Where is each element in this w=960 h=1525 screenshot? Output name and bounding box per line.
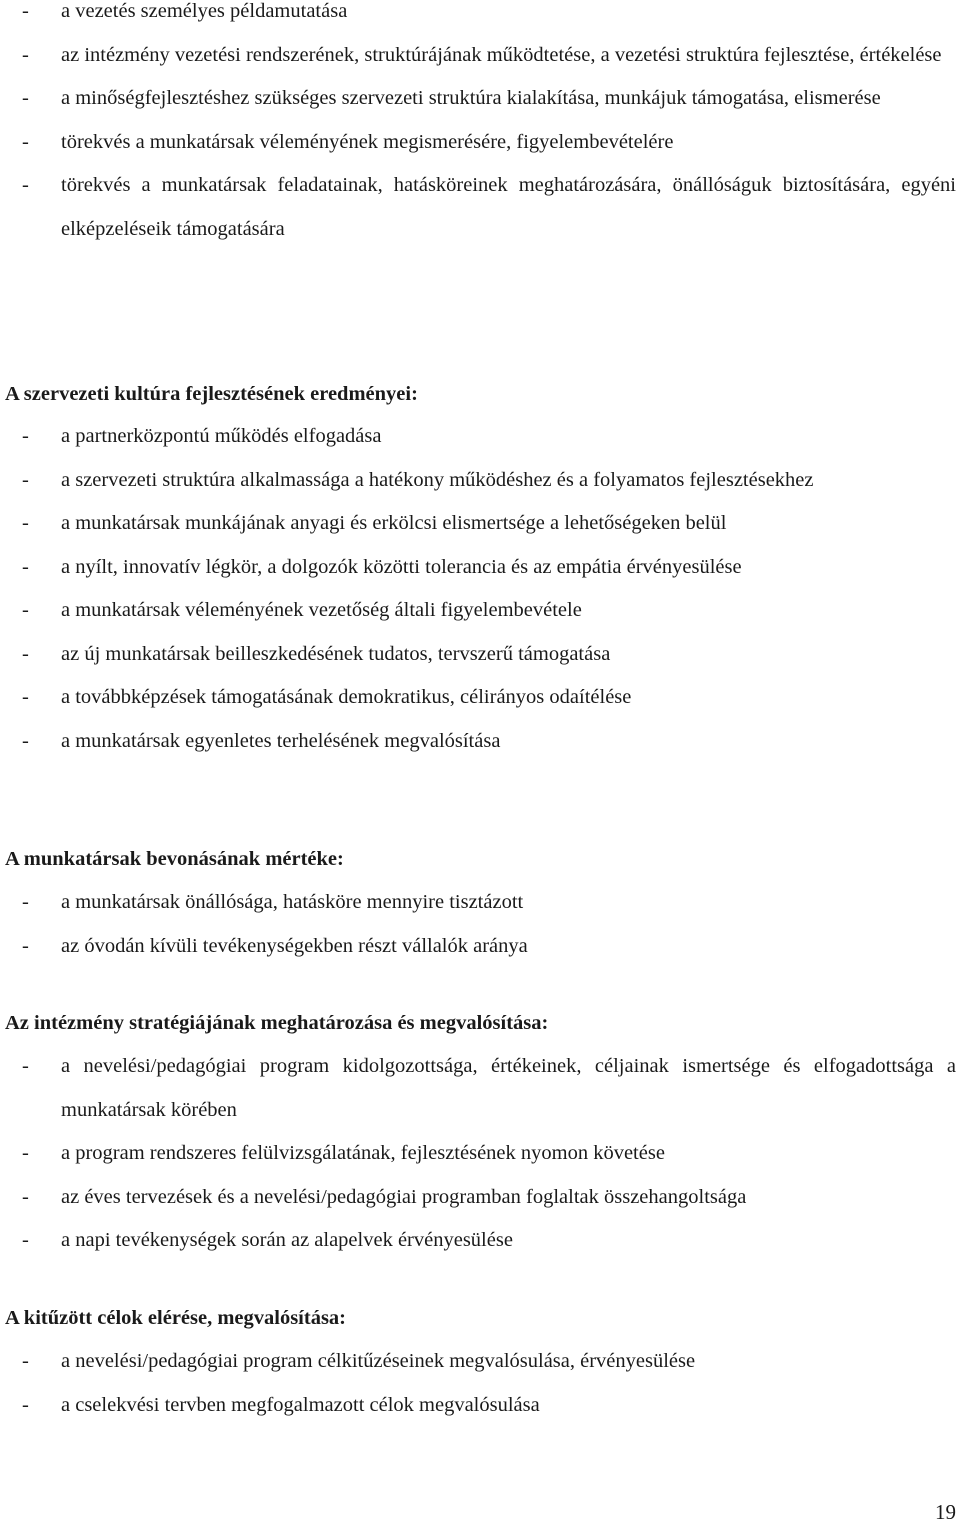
bullet-dash: -	[22, 174, 29, 196]
list-item-text: a munkatársak egyenletes terhelésének megvalósítása	[61, 729, 501, 752]
list-item	[0, 34, 960, 78]
bullet-dash: -	[22, 729, 29, 752]
bullet-dash: -	[22, 599, 29, 621]
list-item-text: a partnerközpontú működés elfogadása	[61, 425, 382, 447]
section-heading: A munkatársak bevonásának mértéke:	[5, 848, 344, 870]
bullet-dash: -	[22, 512, 29, 534]
bullet-dash: -	[22, 686, 29, 708]
bullet-dash: -	[22, 891, 29, 913]
list-item-text: a nevelési/pedagógiai program célkitűzéseinek megvalósulása, érvényesülése	[61, 1350, 696, 1372]
list-item-text: az éves tervezések és a nevelési/pedagógiai programban foglaltak összehangoltsága	[61, 1185, 747, 1208]
section-heading: A kitűzött célok elérése, megvalósítása:	[5, 1307, 347, 1329]
list-item	[0, 589, 960, 633]
list-item	[0, 633, 960, 677]
list-item-text: a napi tevékenységek során az alapelvek érvényesülése	[61, 1229, 513, 1251]
bullet-dash: -	[22, 130, 29, 153]
list-item-text: a továbbképzések támogatásának demokratikus, célirányos odaítélése	[61, 686, 632, 708]
bullet-dash: -	[22, 0, 29, 22]
list-item-text: a munkatársak önállósága, hatásköre mennyire tisztázott	[61, 891, 524, 913]
list-item-text: az új munkatársak beilleszkedésének tudatos, tervszerű támogatása	[61, 642, 611, 665]
list-item	[0, 121, 960, 165]
section-heading: Az intézmény stratégiájának meghatározása és megvalósítása:	[5, 1012, 549, 1034]
list-item-text: a nevelési/pedagógiai program kidolgozottsága, értékeinek, céljainak ismertsége és elfogadottsága a munkatársak körében	[61, 1055, 956, 1121]
list-item-text: a munkatársak véleményének vezetőség általi figyelembevétele	[61, 599, 582, 621]
list-item	[0, 1176, 960, 1220]
list-item-text: törekvés a munkatársak véleményének megismerésére, figyelembevételére	[61, 130, 674, 153]
list-item-text: a munkatársak munkájának anyagi és erkölcsi elismertsége a lehetőségeken belül	[61, 512, 727, 534]
list-item	[0, 459, 960, 503]
bullet-dash: -	[22, 1229, 29, 1251]
list-item-text: törekvés a munkatársak feladatainak, hatásköreinek meghatározására, önállóságuk biztosítására, egyéni elképzeléseik támogatására	[61, 174, 956, 240]
bullet-dash: -	[22, 1393, 29, 1416]
list-item	[0, 77, 960, 121]
list-item	[0, 1219, 960, 1263]
list-item-text: a vezetés személyes példamutatása	[61, 0, 348, 22]
list-item	[0, 881, 960, 925]
list-item	[0, 676, 960, 720]
list-item	[0, 164, 960, 251]
bullet-dash: -	[22, 1185, 29, 1208]
list-item	[0, 1045, 960, 1132]
list-item	[0, 925, 960, 969]
bullet-dash: -	[22, 43, 29, 66]
list-item	[0, 1132, 960, 1176]
section-heading: A szervezeti kultúra fejlesztésének eredményei:	[5, 383, 418, 405]
bullet-dash: -	[22, 1055, 29, 1077]
list-item	[0, 415, 960, 459]
list-item-text: a cselekvési tervben megfogalmazott célok megvalósulása	[61, 1393, 540, 1416]
list-item-text: a szervezeti struktúra alkalmassága a hatékony működéshez és a folyamatos fejlesztésekhez	[61, 468, 814, 491]
bullet-dash: -	[22, 555, 29, 578]
list-item-text: az intézmény vezetési rendszerének, struktúrájának működtetése, a vezetési struktúra fejlesztése, értékelése	[61, 43, 942, 66]
list-item	[0, 1384, 960, 1428]
bullet-dash: -	[22, 87, 29, 109]
list-item-text: a program rendszeres felülvizsgálatának, fejlesztésének nyomon követése	[61, 1142, 665, 1164]
bullet-dash: -	[22, 934, 29, 957]
bullet-list-strategy	[0, 1045, 960, 1263]
list-item	[0, 502, 960, 546]
bullet-dash: -	[22, 1142, 29, 1164]
list-item	[0, 1340, 960, 1384]
list-item	[0, 720, 960, 764]
bullet-list-culture	[0, 415, 960, 763]
list-item-text: a minőségfejlesztéshez szükséges szervezeti struktúra kialakítása, munkájuk támogatása, elismerése	[61, 87, 881, 109]
list-item-text: a nyílt, innovatív légkör, a dolgozók közötti tolerancia és az empátia érvényesülése	[61, 555, 742, 578]
list-item	[0, 0, 960, 34]
page-number: 19	[935, 1500, 956, 1524]
list-item-text: az óvodán kívüli tevékenységekben részt vállalók aránya	[61, 934, 528, 957]
bullet-list-involvement	[0, 881, 960, 968]
list-item	[0, 546, 960, 590]
bullet-dash: -	[22, 642, 29, 665]
bullet-dash: -	[22, 425, 29, 447]
bullet-dash: -	[22, 1350, 29, 1372]
bullet-dash: -	[22, 468, 29, 491]
bullet-list-goals	[0, 1340, 960, 1427]
bullet-list-leadership	[0, 0, 960, 251]
